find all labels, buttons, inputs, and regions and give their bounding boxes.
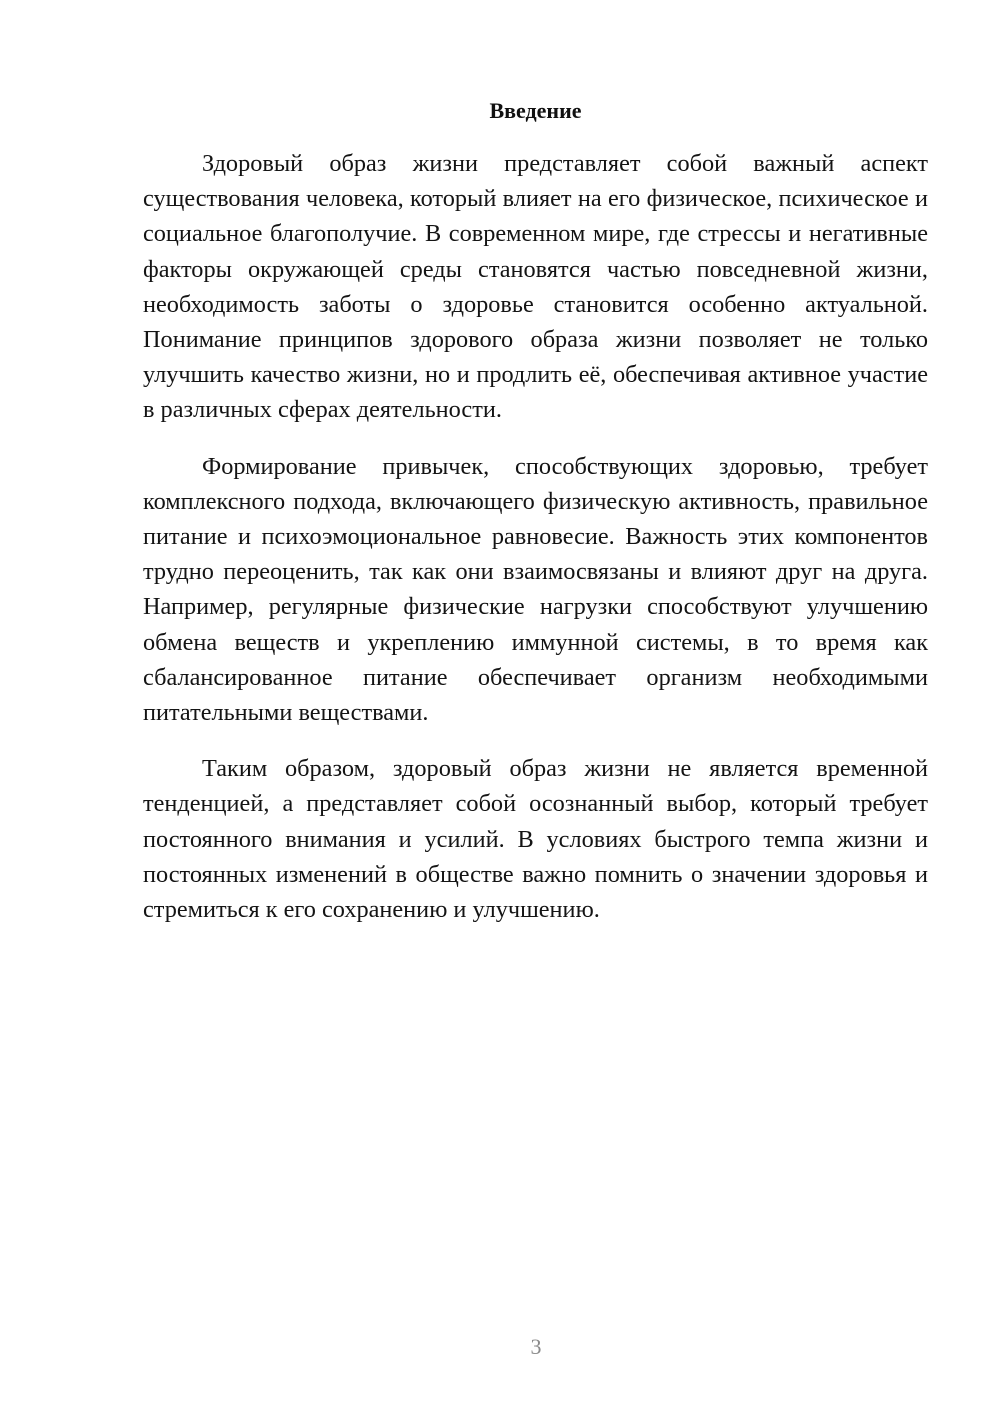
section-title: Введение xyxy=(489,98,582,123)
page-content xyxy=(143,96,928,948)
page-number: 3 xyxy=(530,1334,542,1359)
paragraph-3: Таким образом, здоровый образ жизни не является временной тенденцией, а представляет собой осознанный выбор, который требует постоянного внимания и усилий. В условиях быстрого темпа жизни и постоянных изменений в обществе важно помнить о значении здоровья и стремиться к его сохранению и улучшению. xyxy=(143,755,928,924)
paragraph-2: Формирование привычек, способствующих здоровью, требует комплексного подхода, включающего физическую активность, правильное питание и психоэмоциональное равновесие. Важность этих компонентов трудно переоценить, так как они взаимосвязаны и влияют друг на друга. Например, регулярные физические нагрузки способствуют улучшению обмена веществ и укреплению иммунной системы, в то время как сбалансированное питание обеспечивает организм необходимыми питательными веществами. xyxy=(143,452,928,727)
paragraph-1: Здоровый образ жизни представляет собой важный аспект существования человека, который влияет на его физическое, психическое и социальное благополучие. В современном мире, где стрессы и негативные факторы окружающей среды становятся частью повседневной жизни, необходимость заботы о здоровье становится особенно актуальной. Понимание принципов здорового образа жизни позволяет не только улучшить качество жизни, но и продлить её, обеспечивая активное участие в различных сферах деятельности. xyxy=(143,150,928,424)
